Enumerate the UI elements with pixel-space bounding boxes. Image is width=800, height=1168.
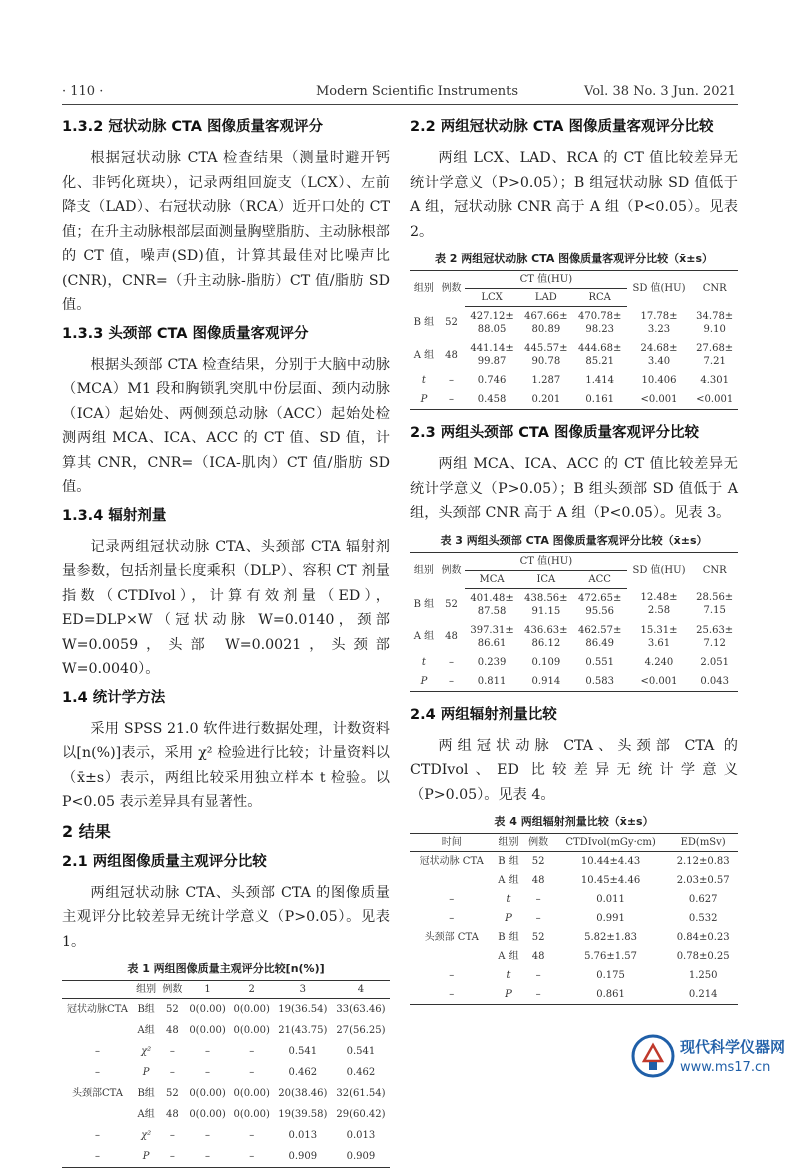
table-header: CTDIvol(mGy·cm): [553, 834, 668, 852]
table-header: 组别: [413, 564, 434, 576]
table-cell: 0.011: [596, 894, 625, 905]
table-row: [62, 1062, 390, 1083]
table-cell: 15.31± 3.61: [640, 624, 678, 649]
section-2-4-title: 2.4 两组辐射剂量比较: [410, 706, 557, 723]
table-cell: P: [420, 394, 428, 405]
table-cell: 0.861: [596, 989, 625, 1000]
table-cell: [410, 871, 493, 890]
table-row: [410, 307, 738, 340]
table-row: [410, 339, 738, 371]
section-1-4-text: 采用 SPSS 21.0 软件进行数据处理，计数资料以[n(%)]表示，采用 χ² 检验进行比较；计量资料以（x̄±s）表示，两组比较采用独立样本 t 检验。以 P<0.05 表示差异具有显著性。: [62, 720, 390, 810]
table-cell: B组: [137, 1004, 155, 1015]
table-cell: P: [142, 1151, 150, 1162]
table-cell: B 组: [413, 598, 435, 610]
table-cell: P: [420, 675, 428, 687]
table-cell: 0.541: [346, 1046, 376, 1057]
table-header: 时间: [410, 834, 493, 852]
table-cell: 445.57± 90.78: [524, 343, 568, 367]
table-cell: –: [249, 1151, 255, 1162]
table-cell: [62, 1104, 133, 1125]
table-cell: –: [95, 1130, 100, 1141]
table-header: 组别: [413, 283, 434, 295]
table-cell: 0.914: [531, 675, 561, 687]
table-row: [62, 999, 390, 1021]
table-row: [410, 588, 738, 621]
table-cell: 0.532: [688, 913, 718, 924]
table-cell: 27(56.25): [336, 1025, 386, 1036]
table-header: CNR: [702, 564, 727, 576]
table-row: [410, 672, 738, 692]
table-row: [62, 1083, 390, 1104]
logo-icon: [630, 1033, 676, 1079]
table-cell: A组: [137, 1025, 155, 1036]
table-row: [62, 1041, 390, 1062]
table-cell: <0.001: [696, 394, 734, 405]
table-cell: –: [535, 970, 541, 981]
table-cell: –: [535, 913, 541, 924]
table-cell: 401.48± 87.58: [470, 592, 514, 617]
table-header: CT 值(HU): [465, 271, 626, 289]
table-cell: 0.175: [596, 970, 625, 981]
table-row: [410, 985, 738, 1005]
table-header: 2: [230, 981, 274, 999]
table-header: SD 值(HU): [632, 564, 686, 576]
table-cell: 0.541: [288, 1046, 318, 1057]
table-cell: –: [169, 1151, 175, 1162]
table-cell: 1.414: [585, 375, 615, 386]
table-cell: 32(61.54): [336, 1088, 386, 1099]
table-3-caption: 表 3 两组头颈部 CTA 图像质量客观评分比较（x̄±s）: [440, 533, 708, 547]
table-cell: A 组: [498, 951, 519, 962]
table-cell: –: [249, 1046, 255, 1057]
table-cell: 0.161: [585, 394, 615, 405]
section-2-1-text: 两组冠状动脉 CTA、头颈部 CTA 的图像质量主观评分比较差异无统计学意义（P>0.05）。见表 1。: [62, 884, 390, 950]
table-cell: A 组: [413, 631, 435, 642]
table-cell: 52: [531, 932, 545, 943]
table-cell: <0.001: [640, 394, 678, 405]
table-header: 组别: [133, 981, 159, 999]
table-cell: –: [448, 675, 454, 687]
table-4: [410, 833, 738, 1005]
table-row: [410, 371, 738, 390]
table-cell: 0.583: [585, 675, 615, 687]
section-1-3-3-title: 1.3.3 头颈部 CTA 图像质量客观评分: [62, 325, 309, 342]
table-cell: –: [449, 913, 455, 924]
table-cell: –: [448, 394, 454, 405]
page-number: · 110 ·: [62, 84, 104, 99]
table-cell: –: [449, 989, 455, 1000]
table-cell: 48: [165, 1025, 179, 1036]
section-2-3-text: 两组 MCA、ICA、ACC 的 CT 值比较差异无统计学意义（P>0.05）；B 组头颈部 SD 值低于 A 组，头颈部 CNR 高于 A 组（P<0.05）。见表 3。: [410, 456, 738, 521]
table-header: CNR: [702, 283, 727, 295]
table-cell: t: [421, 656, 426, 668]
table-cell: 0.746: [477, 375, 507, 386]
table-3: [410, 552, 738, 692]
table-cell: 头颈部CTA: [72, 1088, 123, 1099]
table-cell: 438.56± 91.15: [524, 592, 568, 617]
table-cell: 33(63.46): [336, 1004, 386, 1015]
table-cell: 48: [531, 875, 545, 886]
table-cell: 462.57± 86.49: [578, 624, 622, 649]
table-cell: –: [249, 1130, 255, 1141]
table-2-caption: 表 2 两组冠状动脉 CTA 图像质量客观评分比较（x̄±s）: [434, 252, 714, 265]
table-cell: 48: [445, 631, 458, 642]
table-cell: <0.001: [640, 675, 678, 687]
section-2-4-text: 两组冠状动脉 CTA、头颈部 CTA 的 CTDIvol、ED 比较差异无统计学意义（P>0.05）。见表 4。: [410, 737, 738, 803]
table-cell: 0(0.00): [189, 1004, 226, 1015]
table-cell: 4.240: [644, 656, 674, 668]
table-cell: t: [421, 375, 426, 386]
table-row: [410, 390, 738, 410]
table-row: [410, 852, 738, 872]
table-cell: –: [535, 989, 541, 1000]
table-cell: –: [169, 1067, 175, 1078]
table-cell: 0.462: [288, 1067, 318, 1078]
table-row: [410, 928, 738, 947]
section-1-3-2-text: 根据冠状动脉 CTA 检查结果（测量时避开钙化、非钙化斑块），记录两组回旋支（LCX）、左前降支（LAD）、右冠状动脉（RCA）近开口处的 CT 值；在升主动脉根部层面测量胸壁脂肪、主动脉根部的 CT 值，噪声(SD)值，计算其最佳对比噪声比(CNR)，CNR=（升主动脉-脂肪）CT 值/脂肪 SD 值。: [62, 150, 390, 313]
table-cell: 0(0.00): [189, 1025, 226, 1036]
table-cell: [410, 947, 493, 966]
table-cell: A 组: [413, 349, 435, 361]
table-cell: 1.250: [688, 970, 718, 981]
table-cell: 0.214: [688, 989, 718, 1000]
table-cell: 25.63± 7.12: [696, 624, 734, 649]
table-header: 4: [332, 981, 390, 999]
table-row: [410, 966, 738, 985]
table-cell: –: [205, 1046, 211, 1057]
table-cell: 0.458: [477, 394, 507, 405]
table-cell: 2.12±0.83: [676, 856, 730, 867]
section-1-3-4-title: 1.3.4 辐射剂量: [62, 507, 167, 524]
table-cell: 24.68± 3.40: [640, 343, 678, 367]
section-2-1-title: 2.1 两组图像质量主观评分比较: [62, 853, 267, 870]
table-cell: 19(39.58): [278, 1109, 328, 1120]
table-cell: 472.65± 95.56: [578, 592, 622, 617]
table-cell: 0(0.00): [189, 1088, 226, 1099]
table-cell: 2.051: [700, 656, 729, 668]
table-cell: –: [448, 375, 454, 386]
table-cell: P: [505, 989, 512, 1000]
table-cell: –: [448, 656, 454, 668]
watermark-url: www.ms17.cn: [680, 1060, 771, 1075]
table-cell: 52: [165, 1004, 179, 1015]
table-header: [62, 981, 133, 999]
table-cell: 470.78± 98.23: [578, 311, 622, 335]
table-cell: 2.03±0.57: [676, 875, 730, 886]
table-cell: 48: [531, 951, 545, 962]
table-cell: 27.68± 7.21: [696, 343, 734, 367]
table-1: [62, 980, 390, 1168]
table-cell: 4.301: [700, 375, 729, 386]
table-cell: –: [205, 1130, 211, 1141]
table-cell: 0.909: [346, 1151, 376, 1162]
table-header: 1: [185, 981, 229, 999]
table-cell: 5.82±1.83: [584, 932, 638, 943]
table-cell: –: [205, 1067, 211, 1078]
table-cell: 0.551: [585, 656, 615, 668]
table-cell: B 组: [498, 856, 519, 867]
table-row: [410, 890, 738, 909]
table-subheader: ACC: [573, 570, 627, 588]
table-subheader: RCA: [573, 289, 627, 307]
section-1-3-2-title: 1.3.2 冠状动脉 CTA 图像质量客观评分: [62, 119, 324, 135]
section-2-3-title: 2.3 两组头颈部 CTA 图像质量客观评分比较: [410, 425, 699, 441]
table-cell: χ²: [141, 1046, 152, 1057]
section-1-3-3-text: 根据头颈部 CTA 检查结果，分别于大脑中动脉（MCA）M1 段和胸锁乳突肌中份层面、颈内动脉（ICA）起始处、两侧颈总动脉（ACC）起始处检测两组 MCA、ICA、ACC 的 CT 值、SD 值，计算其 CNR，CNR=（ICA-肌肉）CT 值/脂肪 SD 值。: [62, 356, 390, 495]
left-column: [62, 116, 390, 1168]
table-cell: 0(0.00): [233, 1109, 270, 1120]
table-cell: 0(0.00): [233, 1088, 270, 1099]
table-cell: A组: [137, 1109, 155, 1120]
table-row: [62, 1125, 390, 1146]
header-rule: [62, 104, 738, 105]
table-header: 例数: [523, 834, 552, 852]
table-cell: A 组: [498, 875, 519, 886]
table-cell: 0(0.00): [189, 1109, 226, 1120]
table-cell: P: [505, 913, 512, 924]
table-cell: 48: [165, 1109, 179, 1120]
watermark-logo: [628, 1030, 798, 1082]
table-cell: 0.811: [477, 675, 507, 687]
table-cell: 5.76±1.57: [584, 951, 638, 962]
table-cell: B 组: [498, 932, 519, 943]
table-cell: 52: [531, 856, 545, 867]
table-row: [410, 947, 738, 966]
table-cell: 10.44±4.43: [580, 856, 641, 867]
table-cell: 0.239: [477, 656, 507, 668]
table-cell: [62, 1020, 133, 1041]
section-2-title: 2 结果: [62, 821, 111, 841]
table-cell: 0.627: [688, 894, 718, 905]
right-column: [410, 116, 738, 1005]
table-cell: –: [449, 970, 455, 981]
table-cell: 29(60.42): [336, 1109, 386, 1120]
table-cell: B组: [137, 1088, 155, 1099]
section-1-3-4-text: 记录两组冠状动脉 CTA、头颈部 CTA 辐射剂量参数，包括剂量长度乘积（DLP）、容积 CT 剂量指数（CTDIvol），计算有效剂量（ED），ED=DLP×W（冠状动脉 W=0.0140，颈部 W=0.0059，头部 W=0.0021，头颈部 W=0.0040）。: [62, 538, 390, 677]
table-cell: –: [95, 1151, 100, 1162]
table-row: [62, 1020, 390, 1041]
journal-name: Modern Scientific Instruments: [316, 84, 519, 99]
table-row: [62, 1104, 390, 1125]
table-row: [410, 871, 738, 890]
table-header: 例数: [441, 283, 462, 295]
table-cell: 10.45±4.46: [580, 875, 641, 886]
table-cell: 0(0.00): [233, 1004, 270, 1015]
table-cell: t: [506, 970, 511, 981]
table-cell: 1.287: [531, 375, 561, 386]
table-cell: 397.31± 86.61: [470, 624, 514, 649]
table-cell: 467.66± 80.89: [524, 311, 568, 335]
table-subheader: MCA: [465, 570, 519, 588]
table-subheader: LCX: [465, 289, 519, 307]
section-2-2-text: 两组 LCX、LAD、RCA 的 CT 值比较差异无统计学意义（P>0.05）；B 组冠状动脉 SD 值低于 A 组，冠状动脉 CNR 高于 A 组（P<0.05）。见表 2。: [410, 150, 738, 240]
table-cell: 头颈部 CTA: [424, 932, 479, 943]
table-cell: –: [449, 894, 455, 905]
table-cell: 0.462: [346, 1067, 376, 1078]
table-cell: χ²: [141, 1130, 152, 1141]
table-cell: 0.043: [700, 675, 729, 687]
table-row: [62, 1146, 390, 1168]
table-cell: 17.78± 3.23: [640, 310, 678, 335]
table-cell: 441.14± 99.87: [470, 343, 514, 367]
table-cell: 0.991: [596, 913, 625, 924]
table-header: SD 值(HU): [632, 283, 686, 295]
table-cell: 34.78± 9.10: [696, 310, 734, 335]
table-cell: 48: [445, 349, 458, 361]
table-cell: 19(36.54): [278, 1004, 328, 1015]
table-cell: 52: [165, 1088, 179, 1099]
table-cell: 444.68± 85.21: [578, 343, 622, 367]
table-cell: B 组: [413, 317, 435, 329]
watermark-name: 现代科学仪器网: [680, 1038, 786, 1056]
table-cell: 52: [445, 598, 458, 610]
table-cell: 0.013: [346, 1130, 376, 1141]
table-cell: t: [506, 894, 511, 905]
table-cell: –: [205, 1151, 211, 1162]
table-cell: 28.56± 7.15: [696, 592, 734, 617]
section-1-4-title: 1.4 统计学方法: [62, 689, 166, 706]
table-cell: 0.109: [531, 656, 561, 668]
table-cell: 21(43.75): [278, 1025, 328, 1036]
table-cell: –: [169, 1046, 175, 1057]
table-1-caption: 表 1 两组图像质量主观评分比较[n(%)]: [127, 962, 325, 975]
table-header: 组别: [493, 834, 523, 852]
table-cell: 0.013: [288, 1130, 318, 1141]
table-cell: 冠状动脉 CTA: [419, 856, 484, 867]
table-cell: P: [142, 1067, 150, 1078]
table-cell: 冠状动脉CTA: [67, 1004, 128, 1015]
table-header: CT 值(HU): [465, 552, 626, 570]
table-header: ED(mSv): [668, 834, 738, 852]
table-cell: 12.48± 2.58: [640, 592, 678, 617]
table-cell: 0.909: [288, 1151, 318, 1162]
table-cell: 10.406: [641, 375, 677, 386]
table-row: [410, 653, 738, 672]
table-header: 例数: [159, 981, 185, 999]
table-cell: –: [95, 1046, 100, 1057]
section-2-2-title: 2.2 两组冠状动脉 CTA 图像质量客观评分比较: [410, 119, 714, 135]
table-row: [410, 621, 738, 653]
table-subheader: ICA: [519, 570, 573, 588]
table-row: [410, 909, 738, 928]
table-subheader: LAD: [519, 289, 573, 307]
table-cell: 0(0.00): [233, 1025, 270, 1036]
table-cell: –: [95, 1067, 100, 1078]
table-cell: 0.84±0.23: [676, 932, 730, 943]
table-cell: 0.201: [531, 394, 561, 405]
table-4-caption: 表 4 两组辐射剂量比较（x̄±s）: [494, 815, 654, 828]
table-cell: 0.78±0.25: [676, 951, 730, 962]
table-cell: 52: [445, 317, 458, 329]
table-2: [410, 270, 738, 410]
issue-info: Vol. 38 No. 3 Jun. 2021: [584, 84, 737, 99]
table-cell: –: [249, 1067, 255, 1078]
table-cell: 20(38.46): [278, 1088, 328, 1099]
table-cell: –: [169, 1130, 175, 1141]
table-header: 3: [274, 981, 332, 999]
table-cell: 427.12± 88.05: [470, 311, 514, 335]
table-cell: 436.63± 86.12: [524, 624, 568, 649]
table-header: 例数: [441, 564, 462, 576]
table-cell: –: [535, 894, 541, 905]
